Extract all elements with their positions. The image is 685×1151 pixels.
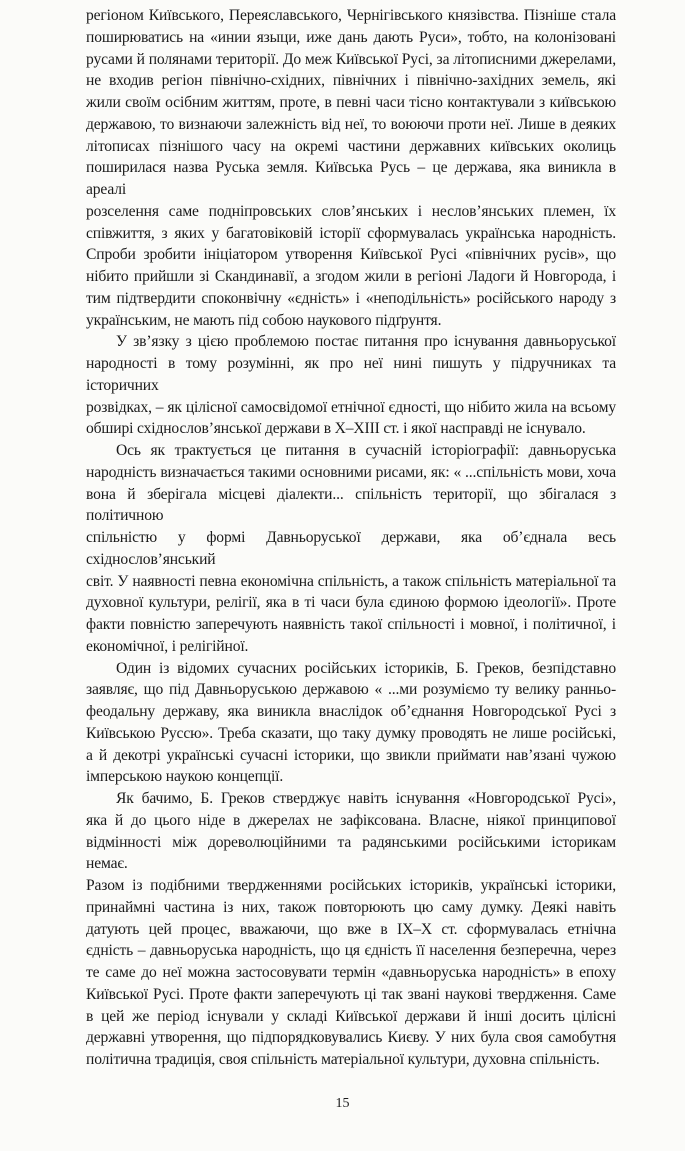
text-line: регіоном Київського, Переяславського, Чернігівського князівства. Пізніше стала bbox=[86, 7, 616, 24]
text-line: Спроби зробити ініціатором утворення Київської Русі «північних русів», що bbox=[86, 246, 616, 264]
text-line: русами й полянами території. До меж Київської Русі, за літописними джерелами, bbox=[86, 50, 616, 68]
text-line: нібито прийшли зі Скандинавії, а згодом жили в регіоні Ладоги й Новгорода, і bbox=[86, 268, 616, 285]
text-line: Київською Руссю». Треба сказати, що таку думку проводять не лише російські, bbox=[86, 724, 616, 742]
text-line: жили своїм осібним життям, проте, в певні часи тісно контактували з київською bbox=[86, 94, 616, 111]
text-line: а й декотрі українські сучасні історики, що звикли приймати нав’язані чужою bbox=[86, 746, 616, 764]
text-line: економічної, і релігійної. bbox=[86, 637, 249, 655]
text-line: яка й до цього ніде в джерелах не зафіксована. Власне, ніякої принципової bbox=[86, 811, 616, 829]
text-line: імперською наукою концепції. bbox=[86, 768, 284, 786]
text-line: політична традиція, своя спільність матеріальної культури, духовна спільність. bbox=[86, 1051, 600, 1068]
text-line: світ. У наявності певна економічна спільність, а також спільність матеріальної та bbox=[86, 572, 616, 590]
text-line: тим підтвердити споконвічну «єдність» і «неподільність» російського народу з bbox=[86, 289, 616, 307]
text-line: поширюватись на «инии языци, иже дань дають Руси», тобто, на колонізовані bbox=[86, 28, 616, 46]
paragraph bbox=[86, 440, 616, 658]
text-line: співжиття, з яких у багатовіковій історії сформувалась українська народність. bbox=[86, 224, 616, 242]
text-line: Ось як трактується це питання в сучасній історіографії: давньоруська bbox=[116, 442, 616, 459]
text-line: Один із відомих сучасних російських істориків, Б. Греков, безпідставно bbox=[116, 659, 616, 677]
text-line: датують цей процес, вважаючи, що вже в IX–X ст. сформувалась етнічна bbox=[86, 920, 616, 938]
text-line: Як бачимо, Б. Греков стверджує навіть існування «Новгородської Русі», bbox=[116, 790, 616, 807]
text-line: У зв’язку з цією проблемою постає питання про існування давньоруської bbox=[116, 333, 616, 351]
text-line: принаймні частина із них, також повторюють цю саму думку. Деякі навіть bbox=[86, 898, 616, 916]
text-line: факти повністю заперечують наявність такої спільності і мовної, і політичної, і bbox=[86, 616, 616, 633]
document-body bbox=[86, 5, 616, 1071]
paragraph bbox=[86, 5, 616, 331]
text-line: українським, не мають під собою наукового підґрунтя. bbox=[86, 311, 442, 329]
text-line: феодальну державу, яка виникла внаслідок об’єднання Новгородської Русі з bbox=[86, 703, 616, 720]
text-line: єдність – давньоруська народність, що ця єдність її населення безперечна, через bbox=[86, 942, 616, 960]
text-line: розвідках, – як цілісної самосвідомої етнічної єдності, що нібито жила на всьому bbox=[86, 398, 616, 416]
paragraph bbox=[86, 658, 616, 789]
paragraph bbox=[86, 331, 616, 440]
text-line: Київської Русі. Проте факти заперечують ці так звані наукові твердження. Саме bbox=[86, 985, 616, 1003]
text-line: не входив регіон північно-східних, північних і північно-західних земель, які bbox=[86, 72, 616, 90]
text-line: державою, то визнаючи залежність від неї, то воюючи проти неї. Лише в деяких bbox=[86, 115, 616, 133]
text-line: розселення саме подніпровських слов’янських і неслов’янських племен, їх bbox=[86, 202, 616, 220]
text-line: в цей же період існували у складі Київської держави й інші досить цілісні bbox=[86, 1007, 616, 1025]
text-line: народність визначається такими основними рисами, як: « ...спільність мови, хоча bbox=[86, 463, 616, 481]
text-line: народності в тому розумінні, як про неї нині пишуть у підручниках та історичних bbox=[86, 355, 616, 394]
text-line: вона й зберігала місцеві діалекти... спільність території, що збігалася з політичною bbox=[86, 485, 616, 525]
text-line: духовної культури, релігії, яка в ті часи була єдиною формою ідеології». Проте bbox=[86, 594, 616, 612]
text-line: поширилася назва Руська земля. Київська Русь – це держава, яка виникла в ареалі bbox=[86, 159, 616, 198]
text-line: спільністю у формі Давньоруської держави, яка об’єднала весь східнослов’янський bbox=[86, 529, 616, 568]
text-line: державні утворення, що підпорядковувались Києву. У них була своя самобутня bbox=[86, 1029, 616, 1047]
text-line: літописах пізнішого часу на окремі частини державних київських околиць bbox=[86, 137, 616, 155]
text-line: обширі східнослов’янської держави в X–XIII ст. і якої насправді не існувало. bbox=[86, 420, 586, 438]
text-line: заявляє, що під Давньоруською державою « ...ми розуміємо ту велику ранньо- bbox=[86, 681, 616, 699]
text-line: відмінності між дореволюційними та радянськими російськими історикам немає. bbox=[86, 833, 616, 873]
paragraph bbox=[86, 788, 616, 1071]
text-line: те саме до неї можна застосовувати термін «давньоруська народність» в епоху bbox=[86, 964, 616, 981]
page-number: 15 bbox=[335, 1095, 350, 1111]
text-line: Разом із подібними твердженнями російських істориків, українські історики, bbox=[86, 877, 616, 894]
